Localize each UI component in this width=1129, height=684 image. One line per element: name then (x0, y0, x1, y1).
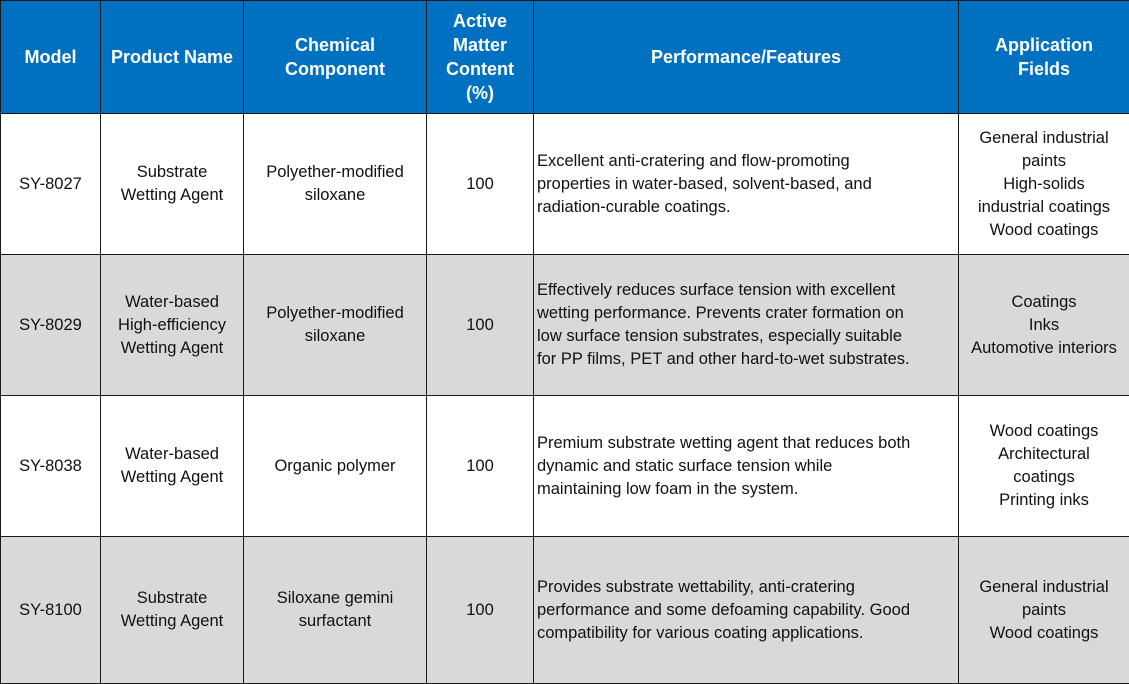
cell-line: Water-based (104, 291, 240, 314)
cell-line: Wetting Agent (104, 184, 240, 207)
cell-line: Coatings (962, 291, 1126, 314)
applications-cell (959, 396, 1129, 537)
cell-line: siloxane (247, 325, 423, 348)
cell-line: maintaining low foam in the system. (537, 478, 955, 501)
product-name-cell (101, 537, 244, 684)
cell-line: paints (962, 599, 1126, 622)
model-cell: SY-8100 (1, 537, 101, 684)
header-line: Product Name (104, 45, 240, 69)
cell-line: High-solids (962, 173, 1126, 196)
cell-line: Excellent anti-cratering and flow-promoting (537, 150, 955, 173)
cell-line: Effectively reduces surface tension with excellent (537, 279, 955, 302)
table-row (1, 255, 1129, 396)
header-performance-features (534, 1, 959, 114)
cell-line: Polyether-modified (247, 161, 423, 184)
model-cell: SY-8038 (1, 396, 101, 537)
cell-line: wetting performance. Prevents crater formation on (537, 302, 955, 325)
cell-line: Premium substrate wetting agent that reduces both (537, 432, 955, 455)
cell-line: paints (962, 150, 1126, 173)
active-content-cell: 100 (427, 396, 534, 537)
cell-line: radiation-curable coatings. (537, 196, 955, 219)
features-cell (534, 255, 959, 396)
product-name-cell (101, 396, 244, 537)
table-row (1, 114, 1129, 255)
cell-line: Siloxane gemini (247, 587, 423, 610)
cell-line: Organic polymer (247, 455, 423, 478)
header-chemical-component (244, 1, 427, 114)
cell-line: performance and some defoaming capability. Good (537, 599, 955, 622)
cell-line: siloxane (247, 184, 423, 207)
cell-line: Wood coatings (962, 219, 1126, 242)
product-name-cell (101, 255, 244, 396)
cell-line: Water-based (104, 443, 240, 466)
cell-line: coatings (962, 466, 1126, 489)
cell-line: Polyether-modified (247, 302, 423, 325)
features-cell (534, 537, 959, 684)
table-row (1, 537, 1129, 684)
header-product-name (101, 1, 244, 114)
cell-line: Wetting Agent (104, 610, 240, 633)
header-line: Fields (962, 57, 1126, 81)
cell-line: Wetting Agent (104, 337, 240, 360)
cell-line: compatibility for various coating applications. (537, 622, 955, 645)
header-line: Active (430, 9, 530, 33)
header-row (1, 1, 1129, 114)
model-cell: SY-8027 (1, 114, 101, 255)
cell-line: low surface tension substrates, especially suitable (537, 325, 955, 348)
header-line: Matter (430, 33, 530, 57)
header-line: Component (247, 57, 423, 81)
cell-line: High-efficiency (104, 314, 240, 337)
cell-line: General industrial (962, 576, 1126, 599)
header-line: Chemical (247, 33, 423, 57)
cell-line: Wood coatings (962, 622, 1126, 645)
cell-line: Wood coatings (962, 420, 1126, 443)
cell-line: for PP films, PET and other hard-to-wet substrates. (537, 348, 955, 371)
cell-line: Substrate (104, 161, 240, 184)
cell-line: industrial coatings (962, 196, 1126, 219)
header-active-content (427, 1, 534, 114)
active-content-cell: 100 (427, 114, 534, 255)
cell-line: dynamic and static surface tension while (537, 455, 955, 478)
cell-line: surfactant (247, 610, 423, 633)
model-cell: SY-8029 (1, 255, 101, 396)
cell-line: Automotive interiors (962, 337, 1126, 360)
header-application-fields (959, 1, 1129, 114)
features-cell (534, 114, 959, 255)
applications-cell (959, 114, 1129, 255)
header-model (1, 1, 101, 114)
active-content-cell: 100 (427, 255, 534, 396)
table-row (1, 396, 1129, 537)
cell-line: Printing inks (962, 489, 1126, 512)
header-line: Application (962, 33, 1126, 57)
cell-line: Inks (962, 314, 1126, 337)
cell-line: Provides substrate wettability, anti-cratering (537, 576, 955, 599)
product-name-cell (101, 114, 244, 255)
header-line: Model (4, 45, 97, 69)
cell-line: Substrate (104, 587, 240, 610)
active-content-cell: 100 (427, 537, 534, 684)
applications-cell (959, 537, 1129, 684)
cell-line: Architectural (962, 443, 1126, 466)
chemical-component-cell (244, 114, 427, 255)
header-line: (%) (430, 81, 530, 105)
cell-line: Wetting Agent (104, 466, 240, 489)
header-line: Performance/Features (537, 45, 955, 69)
cell-line: properties in water-based, solvent-based, and (537, 173, 955, 196)
chemical-component-cell (244, 537, 427, 684)
chemical-component-cell (244, 396, 427, 537)
header-line: Content (430, 57, 530, 81)
cell-line: General industrial (962, 127, 1126, 150)
applications-cell (959, 255, 1129, 396)
chemical-component-cell (244, 255, 427, 396)
features-cell (534, 396, 959, 537)
